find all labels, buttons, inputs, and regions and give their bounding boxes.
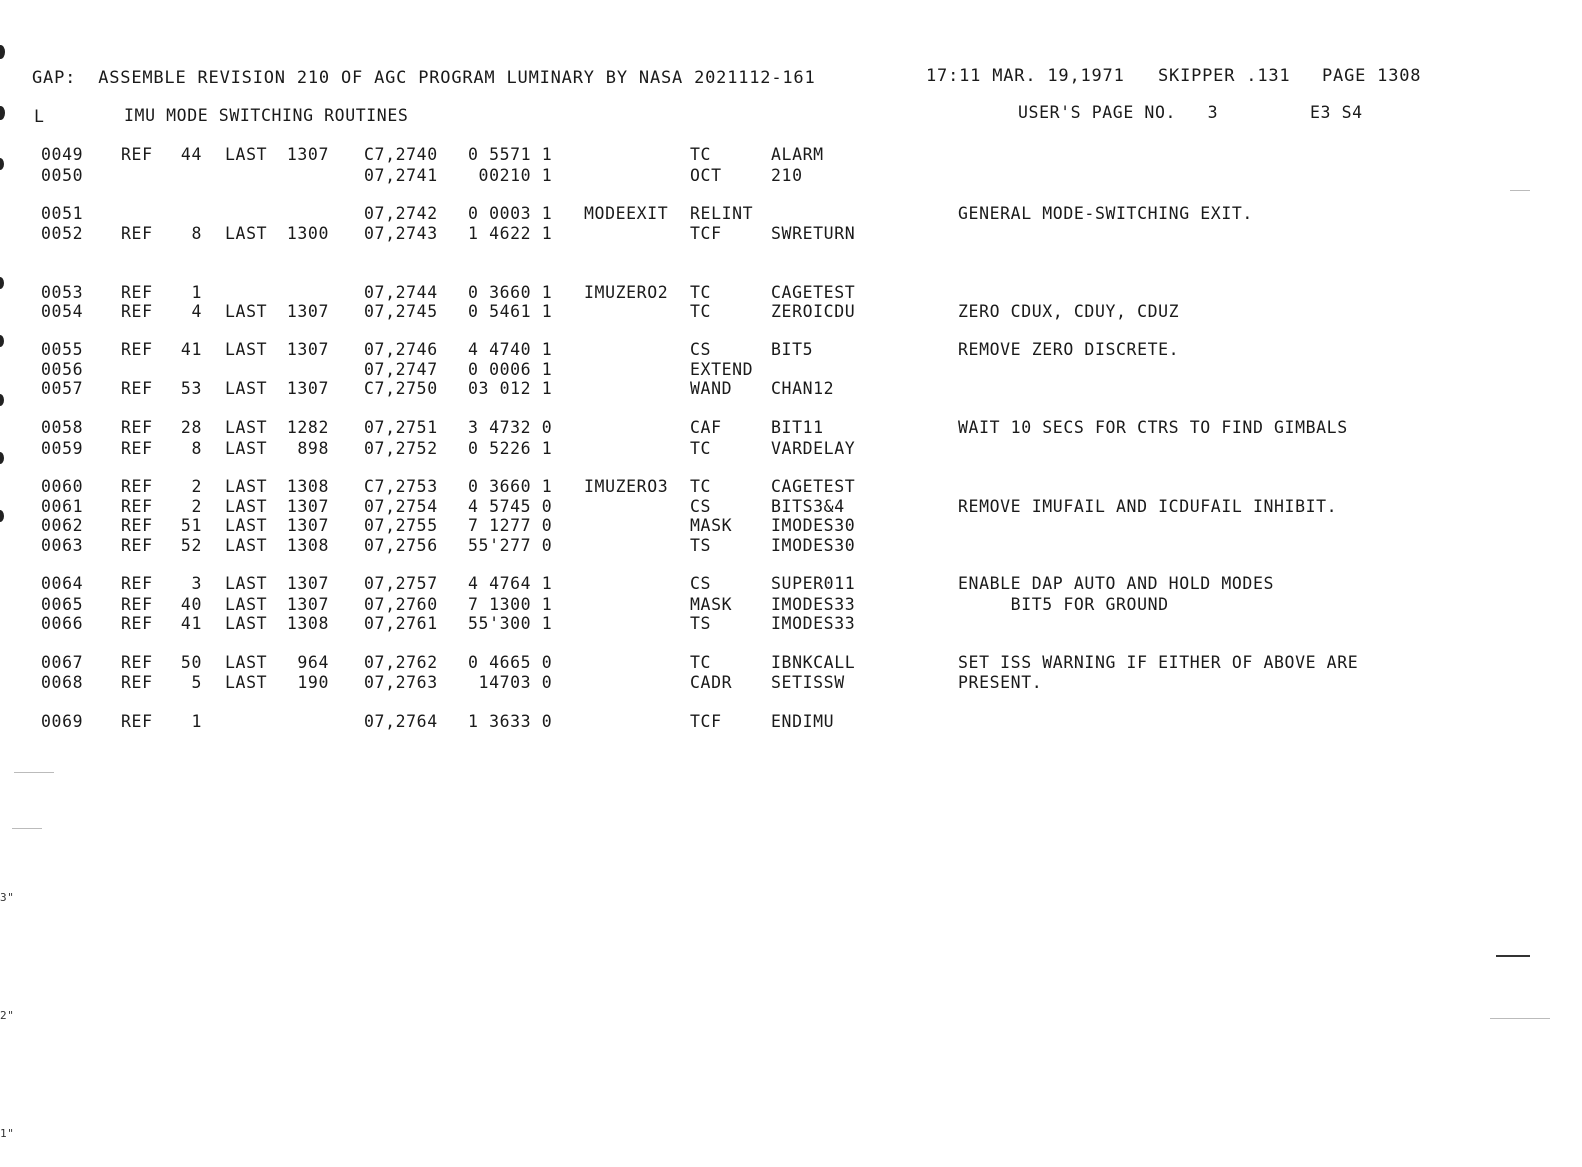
octal-word: 0 0003 1 [468,204,553,223]
octal-word: 4 4740 1 [468,340,553,359]
last-page: 1307 [286,302,329,321]
last-keyword: LAST [225,145,268,164]
opcode: TCF [690,712,722,731]
opcode: MASK [690,595,733,614]
address: 07,2741 [364,166,438,185]
line-number: 0062 [41,516,84,535]
right-edge-dash [1496,955,1530,957]
margin-mark-3: 3" [0,891,15,904]
last-page: 898 [297,439,329,458]
punch-hole-4 [0,277,4,289]
last-page: 964 [297,653,329,672]
address: 07,2746 [364,340,438,359]
ref-keyword: REF [121,673,153,692]
punch-hole-5 [0,335,4,347]
symbol-label: IMUZERO3 [584,477,669,496]
address: 07,2752 [364,439,438,458]
header-page-number: PAGE 1308 [1322,66,1422,86]
comment: ZERO CDUX, CDUY, CDUZ [958,302,1180,321]
last-page: 1307 [286,574,329,593]
header-l: L [34,107,45,126]
last-page: 1308 [286,477,329,496]
octal-word: 0 5571 1 [468,145,553,164]
octal-word: 1 4622 1 [468,224,553,243]
opcode: MASK [690,516,733,535]
last-page: 1308 [286,614,329,633]
last-keyword: LAST [225,418,268,437]
last-page: 1307 [286,497,329,516]
last-keyword: LAST [225,536,268,555]
last-keyword: LAST [225,340,268,359]
octal-word: 4 5745 0 [468,497,553,516]
operand: CAGETEST [771,283,856,302]
octal-word: 1 3633 0 [468,712,553,731]
address: 07,2755 [364,516,438,535]
last-page: 1307 [286,340,329,359]
line-number: 0063 [41,536,84,555]
ref-count: 40 [180,595,202,614]
line-number: 0050 [41,166,84,185]
operand: ENDIMU [771,712,835,731]
punch-hole-2 [0,106,5,120]
address: 07,2756 [364,536,438,555]
octal-word: 0 3660 1 [468,283,553,302]
address: 07,2745 [364,302,438,321]
octal-word: 0 4665 0 [468,653,553,672]
header-timestamp: 17:11 MAR. 19,1971 [926,66,1125,86]
ref-keyword: REF [121,439,153,458]
ref-count: 1 [191,712,202,731]
ref-count: 3 [191,574,202,593]
ref-keyword: REF [121,283,153,302]
punch-hole-6 [0,394,4,406]
address: 07,2744 [364,283,438,302]
octal-word: 03 012 1 [468,379,553,398]
ref-count: 1 [191,283,202,302]
octal-word: 3 4732 0 [468,418,553,437]
comment: PRESENT. [958,673,1043,692]
last-keyword: LAST [225,439,268,458]
last-page: 1308 [286,536,329,555]
ref-keyword: REF [121,224,153,243]
line-number: 0061 [41,497,84,516]
punch-hole-7 [0,452,4,464]
operand: IMODES33 [771,614,856,633]
octal-word: 7 1277 0 [468,516,553,535]
address: C7,2753 [364,477,438,496]
operand: IBNKCALL [771,653,856,672]
opcode: EXTEND [690,360,754,379]
comment: ENABLE DAP AUTO AND HOLD MODES [958,574,1275,593]
comment: REMOVE ZERO DISCRETE. [958,340,1180,359]
opcode: RELINT [690,204,754,223]
operand: BIT5 [771,340,814,359]
line-number: 0054 [41,302,84,321]
octal-word: 4 4764 1 [468,574,553,593]
ref-count: 44 [180,145,202,164]
octal-word: 00210 1 [468,166,553,185]
line-number: 0055 [41,340,84,359]
address: 07,2760 [364,595,438,614]
opcode: TC [690,653,712,672]
opcode: TS [690,536,712,555]
operand: BIT11 [771,418,824,437]
line-number: 0058 [41,418,84,437]
operand: 210 [771,166,803,185]
ref-keyword: REF [121,614,153,633]
last-keyword: LAST [225,516,268,535]
operand: SUPER011 [771,574,856,593]
header-gap-line: GAP: ASSEMBLE REVISION 210 OF AGC PROGRAM LUMINARY BY NASA 2021112-161 [32,68,816,88]
operand: IMODES30 [771,536,856,555]
line-number: 0060 [41,477,84,496]
address: 07,2742 [364,204,438,223]
last-keyword: LAST [225,302,268,321]
line-number: 0069 [41,712,84,731]
operand: CHAN12 [771,379,835,398]
last-keyword: LAST [225,574,268,593]
scan-speck [14,772,54,773]
operand: ZEROICDU [771,302,856,321]
ref-count: 8 [191,439,202,458]
octal-word: 14703 0 [468,673,553,692]
line-number: 0068 [41,673,84,692]
margin-mark-2: 2" [0,1009,15,1022]
line-number: 0064 [41,574,84,593]
ref-count: 8 [191,224,202,243]
octal-word: 7 1300 1 [468,595,553,614]
ref-count: 5 [191,673,202,692]
last-keyword: LAST [225,653,268,672]
punch-hole-3 [0,158,4,170]
operand: SWRETURN [771,224,856,243]
last-page: 1282 [286,418,329,437]
last-page: 190 [297,673,329,692]
operand: CAGETEST [771,477,856,496]
octal-word: 55'300 1 [468,614,553,633]
operand: BITS3&4 [771,497,845,516]
ref-keyword: REF [121,574,153,593]
operand: IMODES30 [771,516,856,535]
users-page-number: USER'S PAGE NO. 3 [1018,103,1219,122]
header-skipper: SKIPPER .131 [1158,66,1291,86]
opcode: CS [690,497,712,516]
line-number: 0065 [41,595,84,614]
ref-keyword: REF [121,712,153,731]
address: C7,2740 [364,145,438,164]
ref-keyword: REF [121,516,153,535]
opcode: TC [690,145,712,164]
octal-word: 0 5226 1 [468,439,553,458]
ref-count: 41 [180,614,202,633]
last-keyword: LAST [225,477,268,496]
address: 07,2757 [364,574,438,593]
comment: REMOVE IMUFAIL AND ICDUFAIL INHIBIT. [958,497,1338,516]
address: 07,2762 [364,653,438,672]
operand: IMODES33 [771,595,856,614]
operand: VARDELAY [771,439,856,458]
opcode: TCF [690,224,722,243]
last-keyword: LAST [225,379,268,398]
opcode: TC [690,439,712,458]
opcode: TC [690,283,712,302]
scan-speck [12,828,42,829]
address: 07,2764 [364,712,438,731]
ref-keyword: REF [121,477,153,496]
last-keyword: LAST [225,595,268,614]
address: 07,2761 [364,614,438,633]
operand: ALARM [771,145,824,164]
last-keyword: LAST [225,497,268,516]
scan-speck [1490,1018,1550,1019]
ref-keyword: REF [121,302,153,321]
opcode: OCT [690,166,722,185]
ref-keyword: REF [121,653,153,672]
last-page: 1307 [286,145,329,164]
ref-count: 52 [180,536,202,555]
line-number: 0053 [41,283,84,302]
scan-speck [1510,190,1530,191]
symbol-label: MODEEXIT [584,204,669,223]
comment: GENERAL MODE-SWITCHING EXIT. [958,204,1253,223]
line-number: 0066 [41,614,84,633]
opcode: TC [690,477,712,496]
last-page: 1307 [286,516,329,535]
opcode: WAND [690,379,733,398]
opcode: CS [690,340,712,359]
ref-count: 2 [191,497,202,516]
opcode: CADR [690,673,733,692]
line-number: 0056 [41,360,84,379]
margin-mark-1: 1" [0,1127,15,1140]
opcode: CAF [690,418,722,437]
octal-word: 0 0006 1 [468,360,553,379]
operand: SETISSW [771,673,845,692]
comment: WAIT 10 SECS FOR CTRS TO FIND GIMBALS [958,418,1348,437]
ref-keyword: REF [121,536,153,555]
line-number: 0051 [41,204,84,223]
symbol-label: IMUZERO2 [584,283,669,302]
line-number: 0067 [41,653,84,672]
ref-keyword: REF [121,595,153,614]
last-page: 1307 [286,595,329,614]
address: C7,2750 [364,379,438,398]
last-page: 1300 [286,224,329,243]
ref-count: 51 [180,516,202,535]
ref-count: 2 [191,477,202,496]
ref-count: 53 [180,379,202,398]
address: 07,2743 [364,224,438,243]
ref-count: 50 [180,653,202,672]
punch-hole-8 [0,510,4,522]
octal-word: 0 3660 1 [468,477,553,496]
ref-count: 28 [180,418,202,437]
line-number: 0049 [41,145,84,164]
last-keyword: LAST [225,673,268,692]
last-keyword: LAST [225,224,268,243]
octal-word: 0 5461 1 [468,302,553,321]
opcode: TS [690,614,712,633]
line-number: 0057 [41,379,84,398]
ref-keyword: REF [121,340,153,359]
section-title: IMU MODE SWITCHING ROUTINES [124,106,409,125]
address: 07,2754 [364,497,438,516]
last-keyword: LAST [225,614,268,633]
address: 07,2747 [364,360,438,379]
octal-word: 55'277 0 [468,536,553,555]
opcode: CS [690,574,712,593]
ref-keyword: REF [121,497,153,516]
ref-count: 4 [191,302,202,321]
address: 07,2763 [364,673,438,692]
ref-keyword: REF [121,418,153,437]
ref-keyword: REF [121,379,153,398]
address: 07,2751 [364,418,438,437]
ref-keyword: REF [121,145,153,164]
line-number: 0059 [41,439,84,458]
header-code: E3 S4 [1310,103,1363,122]
last-page: 1307 [286,379,329,398]
comment: SET ISS WARNING IF EITHER OF ABOVE ARE [958,653,1359,672]
ref-count: 41 [180,340,202,359]
comment: BIT5 FOR GROUND [958,595,1169,614]
opcode: TC [690,302,712,321]
punch-hole-1 [0,45,5,59]
line-number: 0052 [41,224,84,243]
